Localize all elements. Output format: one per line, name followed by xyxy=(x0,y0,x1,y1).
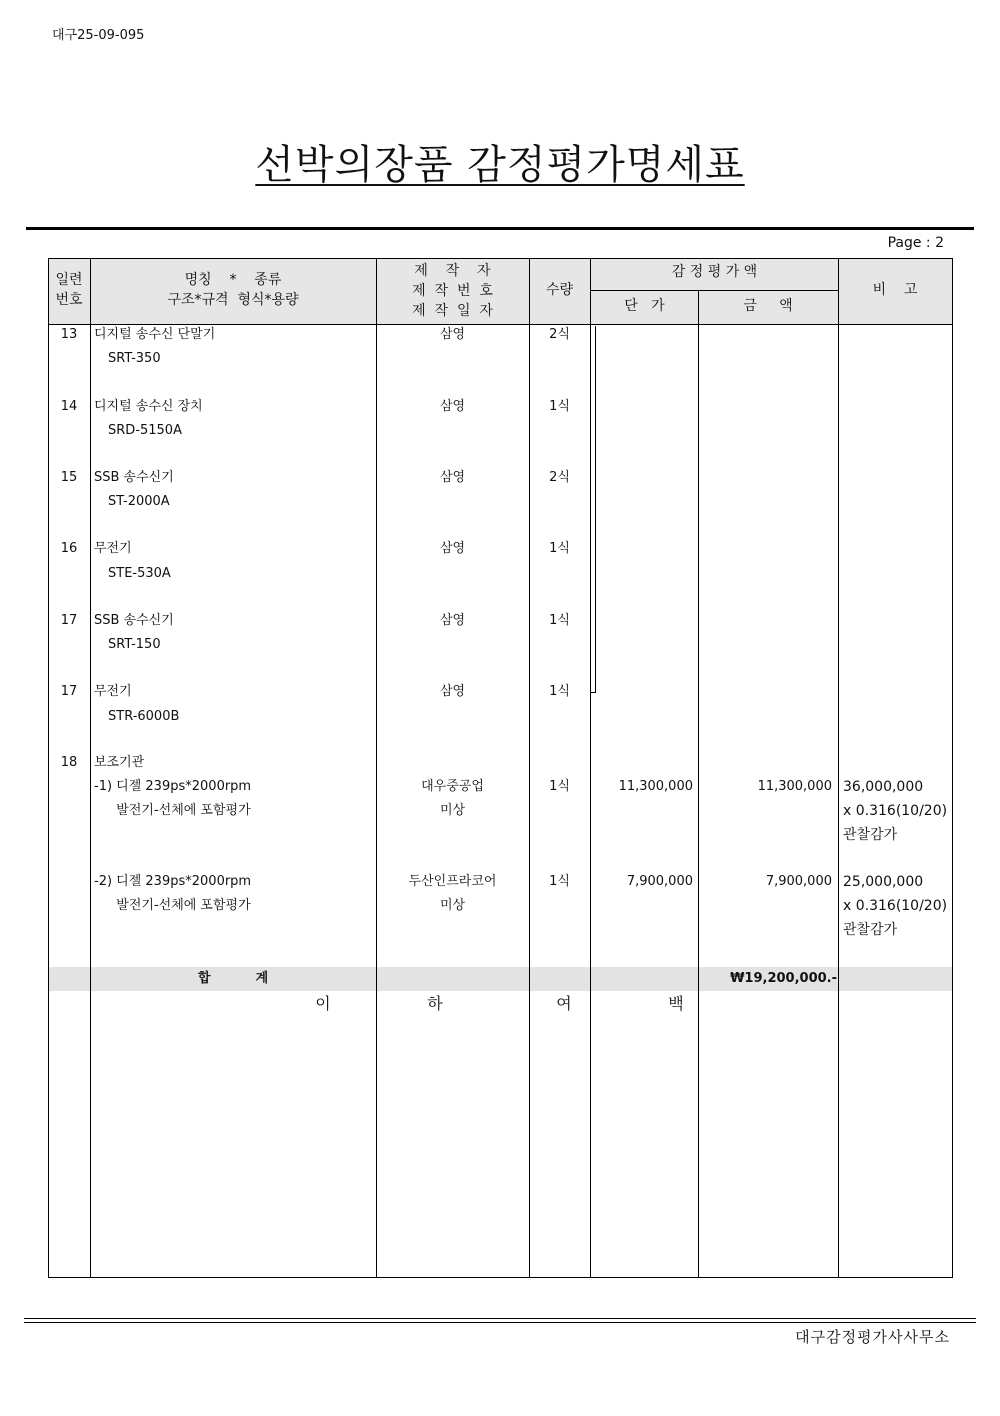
item-maker: 삼영 xyxy=(439,684,466,699)
item-spec: SRT-150 xyxy=(108,637,161,652)
bracket-foot xyxy=(590,692,596,693)
subitem-amount: 11,300,000 xyxy=(757,779,832,794)
subitem-date: 미상 xyxy=(439,803,466,818)
total-label: 합 계 xyxy=(197,971,269,986)
subitem-amount: 7,900,000 xyxy=(765,874,832,889)
subitem-maker: 대우중공업 xyxy=(421,779,484,794)
item-maker: 삼영 xyxy=(439,613,466,628)
closing-char: 백 xyxy=(668,994,684,1013)
item-spec: STE-530A xyxy=(108,566,171,581)
subitem-line1: -1) 디젤 239ps*2000rpm xyxy=(94,779,252,794)
subitem-qty: 1식 xyxy=(549,779,570,794)
footer-rule xyxy=(24,1322,976,1323)
item-qty: 2식 xyxy=(549,327,570,342)
item-name: 무전기 xyxy=(94,684,132,699)
table-border-right xyxy=(952,258,953,1278)
item-name: 디지털 송수신 장치 xyxy=(94,399,203,414)
item-qty: 1식 xyxy=(549,399,570,414)
subitem-unit-price: 11,300,000 xyxy=(618,779,693,794)
column-divider xyxy=(90,258,91,1278)
table-border-bottom xyxy=(48,1277,953,1278)
header-name: 명칭 * 종류 구조*규격 형식*용량 xyxy=(167,272,299,308)
column-divider xyxy=(590,258,591,1278)
header-amount: 금 액 xyxy=(743,298,793,314)
subitem-qty: 1식 xyxy=(549,874,570,889)
subitem-remark: 관찰감가 xyxy=(843,827,898,843)
item-spec: SRD-5150A xyxy=(108,423,182,438)
header-serial: 일련 번호 xyxy=(55,272,83,308)
subitem-remark: 36,000,000 xyxy=(843,779,924,795)
item-spec: STR-6000B xyxy=(108,709,180,724)
item-name: 무전기 xyxy=(94,541,132,556)
item-name: SSB 송수신기 xyxy=(94,613,174,628)
header-unit-price: 단 가 xyxy=(624,298,665,314)
subitem-line1: -2) 디젤 239ps*2000rpm xyxy=(94,874,252,889)
page-title xyxy=(0,133,1000,190)
row-number: 16 xyxy=(60,541,78,556)
header-appraisal: 감 정 평 가 액 xyxy=(671,264,758,280)
subitem-remark: 관찰감가 xyxy=(843,922,898,938)
row-number: 17 xyxy=(60,684,78,699)
item-maker: 삼영 xyxy=(439,470,466,485)
closing-char: 하 xyxy=(427,994,443,1013)
header-maker: 제 작 자 제 작 번 호 제 작 일 자 xyxy=(412,263,493,319)
bracket-line xyxy=(595,326,596,693)
column-divider xyxy=(838,258,839,1278)
row-number: 13 xyxy=(60,327,78,342)
item-spec: SRT-350 xyxy=(108,351,161,366)
closing-char: 이 xyxy=(315,994,331,1013)
subitem-line2: 발전기-선체에 포함평가 xyxy=(108,898,251,913)
item-maker: 삼영 xyxy=(439,399,466,414)
footer-rule xyxy=(24,1318,976,1319)
group-name: 보조기관 xyxy=(94,755,145,770)
header-remarks: 비 고 xyxy=(872,282,918,298)
row-number: 14 xyxy=(60,399,78,414)
item-maker: 삼영 xyxy=(439,327,466,342)
appraisal-header-divider xyxy=(591,290,838,291)
item-maker: 삼영 xyxy=(439,541,466,556)
item-qty: 1식 xyxy=(549,684,570,699)
row-number: 15 xyxy=(60,470,78,485)
subitem-remark: x 0.316(10/20) xyxy=(843,803,948,819)
page-number: Page : 2 xyxy=(887,235,944,251)
header-qty: 수량 xyxy=(545,282,574,298)
subitem-unit-price: 7,900,000 xyxy=(626,874,693,889)
page-title-text: 선박의장품 감정평가명세표 xyxy=(255,142,745,188)
subitem-line2: 발전기-선체에 포함평가 xyxy=(108,803,251,818)
top-rule xyxy=(26,227,974,230)
row-number: 17 xyxy=(60,613,78,628)
document-number: 대구25-09-095 xyxy=(52,28,145,43)
subitem-remark: x 0.316(10/20) xyxy=(843,898,948,914)
item-qty: 1식 xyxy=(549,541,570,556)
table-border-top xyxy=(48,258,953,259)
row-number: 18 xyxy=(60,755,78,770)
subitem-maker: 두산인프라코어 xyxy=(408,874,497,889)
office-name: 대구감정평가사사무소 xyxy=(795,1328,950,1346)
subitem-date: 미상 xyxy=(439,898,466,913)
subitem-remark: 25,000,000 xyxy=(843,874,924,890)
item-name: 디지털 송수신 단말기 xyxy=(94,327,216,342)
total-amount: ₩19,200,000.- xyxy=(730,971,837,986)
item-spec: ST-2000A xyxy=(108,494,170,509)
item-qty: 2식 xyxy=(549,470,570,485)
item-qty: 1식 xyxy=(549,613,570,628)
closing-char: 여 xyxy=(556,994,572,1013)
item-name: SSB 송수신기 xyxy=(94,470,174,485)
